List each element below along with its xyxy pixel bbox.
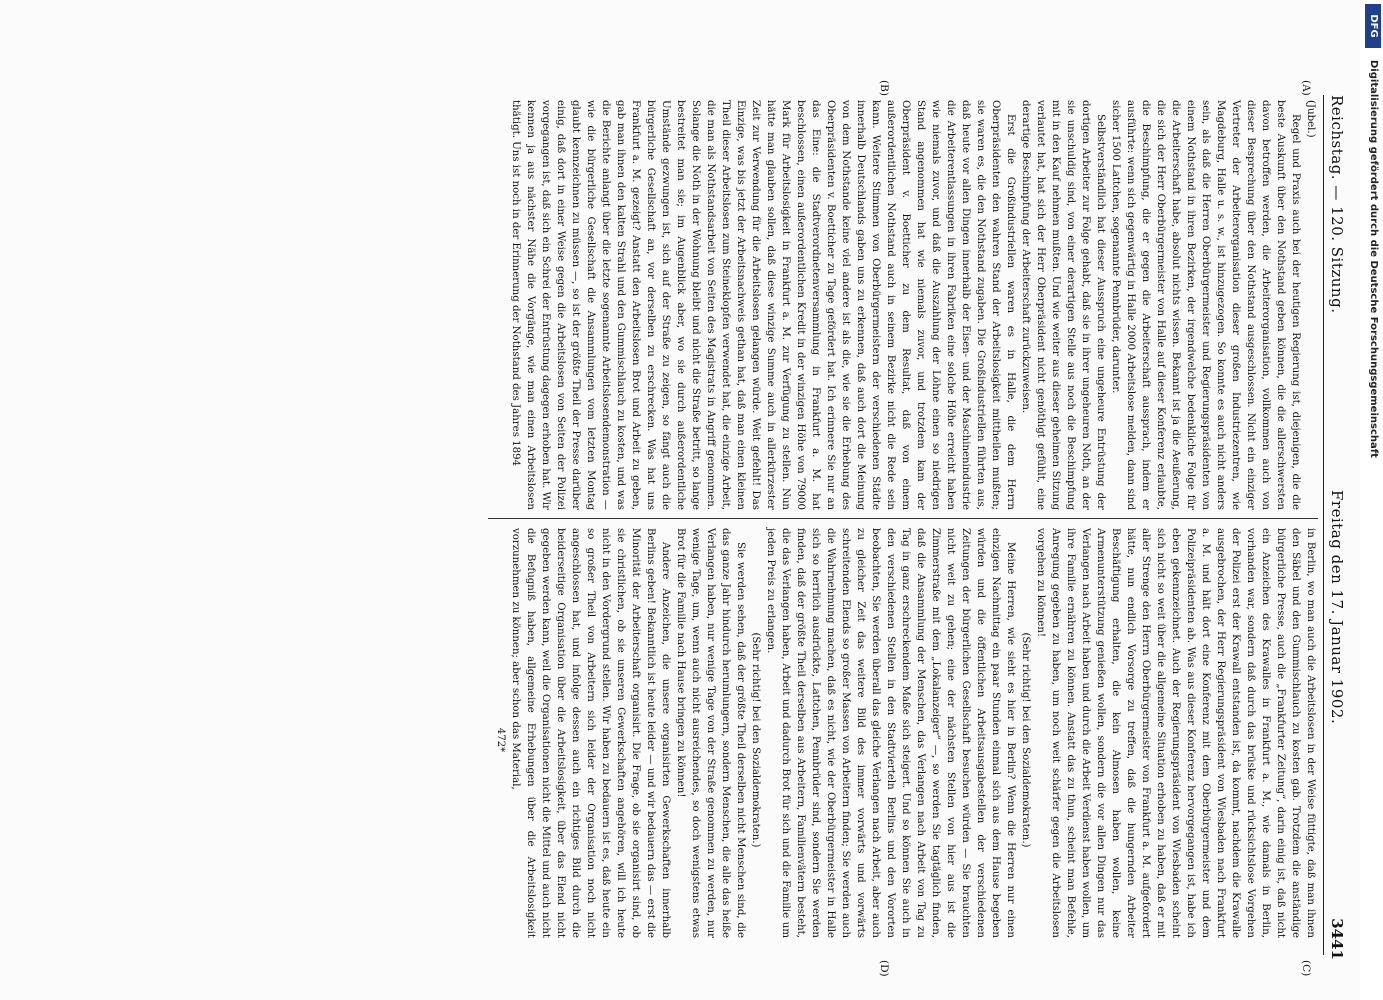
paragraph: Sie werden sehen, daß der größte Theil derselben nicht Menschen sind, die das ganze Jahr hindurch herumlungern, sondern Menschen, die alle das heiße Verlangen haben, nur wenige Tage von der Straße genommen zu werden, nur wenige Tage, um, wenn auch nicht ausreichendes, so doch wenigstens etwas Brot für die Familie nach Hause bringen zu können! bbox=[675, 528, 746, 938]
dfg-logo-text: DFG bbox=[1368, 14, 1379, 38]
paragraph: Meine Herren, wie sieht es hier in Berlin? Wenn die Herren nur einen einzigen Nachmittag ein paar Stunden einmal sich aus dem Hause begeben würden und die öffentlichen Arbeitsausgabestellen der verschiedenen Zeitungen der bürgerlichen Gesellschaft besuchen würden — Sie brauchten nicht weit zu gehen; eine der nächsten Stellen von hier aus ist die Zimmerstraße mit dem „Lokalanzeiger“ —, so werden Sie tagtäglich finden, daß die Ansammlung der Menschen, das Verlangen nach Arbeit von Tag zu Tag in ganz erschreckendem Maße sich steigert. Und so können Sie auch in den verschiedenen Stellen in den Stadtvierteln Berlins und den Vororten beobachten, Sie werden überall das gleiche Verlangen nach Arbeit, aber auch zu gleicher Zeit das weitere Bild des immer vorwärts und vorwärts schreitenden Elends so großer Massen von Arbeitern finden; Sie werden auch die Wahrnehmung machen, daß es nicht, wie der Oberbürgermeister in Halle sich so herrlich ausdrückte, Lattchen, Pennbrüder sind, sondern Sie werden finden, daß der größte Theil derselben aus Arbeitern, Familienvätern besteht, die das Verlangen haben, Arbeit und dadurch Brot für sich und die Familie um jeden Preis zu erlangen. bbox=[765, 528, 1016, 938]
header-date: Freitag den 17. Januar 1902. bbox=[1328, 490, 1346, 725]
paragraph: Regel und Praxis auch bei der heutigen Regierung ist, diejenigen, die die beste Auskunft über den Nothstand geben können, die die allerschwersten davon betroffen werden, die Arbeiterorganisation, vollkommen auch von dieser Besprechung über den Nothstand ausgeschlossen. Nicht ein einziger Vertreter der Arbeiterorganisation dieser großen Industriezentren, wie Magdeburg, Halle u. s. w., ist hinzugezogen. So konnte es auch nicht anders sein, als daß die Herren Oberbürgermeister und Regierungspräsidenten von einem Nothstand in ihren Bezirken, der irgendwelche bedenkliche Folge für die Arbeiterschaft habe, absolut nichts wissen. Bekannt ist ja die Aeußerung, die sich der Herr Oberbürgermeister von Halle auf dieser Konferenz erlaubte, die Beschimpfung, die er gegen die Arbeiterschaft aussprach, indem er ausführte: wenn sich gegenwärtig in Halle 2000 Arbeitslose melden, dann sind sicher 1500 Lattchen, sogenannte Pennbrüder, darunter. bbox=[1110, 100, 1301, 510]
interjection: (Sehr richtig! bei den Sozialdemokraten.) bbox=[750, 632, 761, 848]
digitization-note bbox=[1365, 60, 1379, 700]
margin-marker-b: (B) bbox=[878, 80, 890, 96]
paragraph: Erst die Großindustriellen waren es in Halle, die dem Herrn Oberpräsidenten den wahren Stand der Arbeitslosigkeit mittheilen mußten; sie waren es, die den Nothstand zugaben. Die Großindustriellen führten aus, daß heute vor allen Dingen innerhalb der Eisen- und der Maschinenindustrie die Arbeiterentlassungen in ihren Fabriken eine solche Höhe erreicht haben wie niemals zuvor, und daß die Auszahlung der Löhne einen so niedrigen Stand angenommen hat wie niemals zuvor, und trotzdem kam der Oberpräsident v. Boetticher zu dem Resultat, daß von einem außerordentlichen Nothstand auch in seinem Bezirke nicht die Rede sein kann. Weitere Stimmen von Oberbürgermeistern der verschiedenen Städte innerhalb Deutschlands gaben uns zu erkennen, daß auch dort die Meinung von dem Nothstande keine viel andere ist als die, wie sie die Erhebung des Oberpräsidenten v. Boetticher zu Tage gefördert hat. Ich erinnere Sie nur an das Eine: die Stadtverordnetenversammlung in Frankfurt a. M. hat beschlossen, einen außerordentlichen Kredit in der winzigen Höhe von 79000 Mark für Arbeitslosigkeit in Frankfurt a. M. zur Verfügung zu stellen. Nun hätte man glauben sollen, daß diese winzige Summe auch in allerkürzester Zeit zur Verwendung für die Arbeitslosen gelangen würde. Weit gefehlt! Das Einzige, was bis jetzt der Arbeitsnachweis gethan hat, daß man einen kleinen Theil dieser Arbeitslosen zum Steineklopfen verwendet hat, die einzige Arbeit, die man als Nothstandsarbeit von Seiten des Magistrats in Angriff genommen. Solange die Noth in der Wohnung bleibt und nicht die Straße betritt, so lange bestreitet man sie; im Augenblick aber, wo sie durch außerordentliche Umstände gezwungen ist, sich auf der Straße zu zeigen, so fängt auch die bürgerliche Gesellschaft an, vor derselben zu erschrecken. Was hat uns Frankfurt a. M. gezeigt? Anstatt den Arbeitslosen Brot und Arbeit zu geben, gab man ihnen den kalten Strahl und den Gummischlauch zu kosten, und was die Berichte anlangt über die letzte sogenannte Arbeitslosendemonstration — wie die bürgerliche Gesellschaft die Ansammlungen vom letzten Montag glaubt kennzeichnen zu müssen —, so ist der größte Theil der Presse darüber einig, daß dort in einer Weise gegen die Arbeitslosen von Seiten der Polizei vorgegangen ist, daß sich ein Schrei der Entrüstung dagegen erhoben hat. Wir kennen ja aus nächster Nähe die Vorgänge, wie man einen Arbeitslosen thätigt. Uns ist noch in der Erinnerung der Nothstand des Jahres 1894 bbox=[510, 100, 1016, 510]
header-rule bbox=[1323, 95, 1324, 955]
paragraph: Andere Anzeichen, die unsere organisirten Gewerkschaften innerhalb Berlins geben! Bekanntlich ist heute leider — und wir bedauern das — erst die Minorität der Arbeiterschaft organisirt. Die Frage, ob sie organisirt sind, ob sie christlichen, ob sie unseren Gewerkschaften angehören, will ich heute nicht in den Vordergrund stellen. Wir haben zu bedauern ist es, daß heute ein so großer Theil von Arbeitern sich leider der Organisation noch nicht angeschlossen hat, und infolge dessen auch ein richtiges Bild durch die beiderseitige Organisation über die Arbeitslosigkeit, über das Elend nicht gegeben werden kann, weil die Organisationen nicht die Mittel und auch nicht die Befugniß haben, allgemeine Erhebungen über die Arbeitslosigkeit vorzunehmen zu können; aber schon das Material, bbox=[510, 528, 671, 938]
applause-note: (Jubel.) bbox=[1305, 100, 1316, 138]
paragraph: in Berlin, wo man auch die Arbeitslosen in der Weise füttigte, daß man ihnen den Säbel und den Gummischlauch zu kosten gab. Trotzdem die anständige bürgerliche Presse, auch die „Frankfurter Zeitung“, darin einig ist, daß nicht ein Anzeichen des Krawalles in Frankfurt a. M., wie damals in Berlin, vorhanden war, sondern daß durch das brüske und rücksichtslose Vorgehen der Polizei erst der Krawall entstanden ist, da kommt, nachdem die Krawalle ausgebrochen, der Herr Regierungspräsident von Wiesbaden nach Frankfurt a. M. und hält dort eine Konferenz mit dem Oberbürgermeister und dem Polizeipräsidenten ab. Was aus dieser Konferenz hervorgegangen ist, habe ich eben gekennzeichnet. Auch der Regierungspräsident von Wiesbaden scheint sich nicht so weit über die allgemeine Situation erhoben zu haben, daß er mit aller Strenge den Herrn Oberbürgermeister von Frankfurt a. M. aufgefordert hätte, nun endlich Vorsorge zu treffen, daß die hungernden Arbeiter Beschäftigung erhalten, die kein Almosen haben wollen, keine Armenunterstützung genießen wollen, sondern die vor allen Dingen nur das Verlangen nach Arbeit haben und durch die Arbeit Verdienst haben wollen, um ihre Familie ernähren zu können. Anstatt das zu thun, scheint man Befehle, Anregung gegeben zu haben, um noch weit schärfer gegen die Arbeitslosen vorgehen zu können! bbox=[1035, 528, 1316, 938]
margin-marker-c: (C) bbox=[1300, 960, 1312, 977]
page-header bbox=[1320, 0, 1360, 1000]
dfg-logo bbox=[1365, 4, 1381, 48]
page-number: 3441 bbox=[1328, 918, 1346, 960]
interjection: (Sehr richtig! bei den Sozialdemokraten.) bbox=[1020, 632, 1031, 848]
paragraph: Selbstverständlich hat dieser Ausspruch eine ungeheure Entrüstung der dortigen Arbeiter zur Folge gehabt, daß sie in ihrer ungeheuren Noth, an der sie unschuldig sind, von einer derartigen Stelle aus noch die Beschimpfung mit in den Kauf nehmen mußten. Und wie weiter aus dieser geheimen Sitzung verlautet hat, hat sich der Herr Oberpräsident nicht genöthigt gefühlt, eine derartige Beschimpfung der Arbeiterschaft zurückzuweisen. bbox=[1020, 100, 1106, 510]
header-session-title: Reichstag. — 120. Sitzung. bbox=[1328, 95, 1346, 314]
digitization-note-text: Digitalisierung gefördert durch die Deutsche Forschungsgemeinschaft bbox=[1368, 60, 1379, 458]
column-divider bbox=[488, 518, 1318, 519]
right-text-column bbox=[493, 528, 1318, 938]
left-text-column bbox=[508, 100, 1318, 510]
margin-marker-a: (A) bbox=[1300, 80, 1312, 96]
signature-mark: 472* bbox=[495, 727, 506, 753]
margin-marker-d: (D) bbox=[878, 960, 890, 977]
